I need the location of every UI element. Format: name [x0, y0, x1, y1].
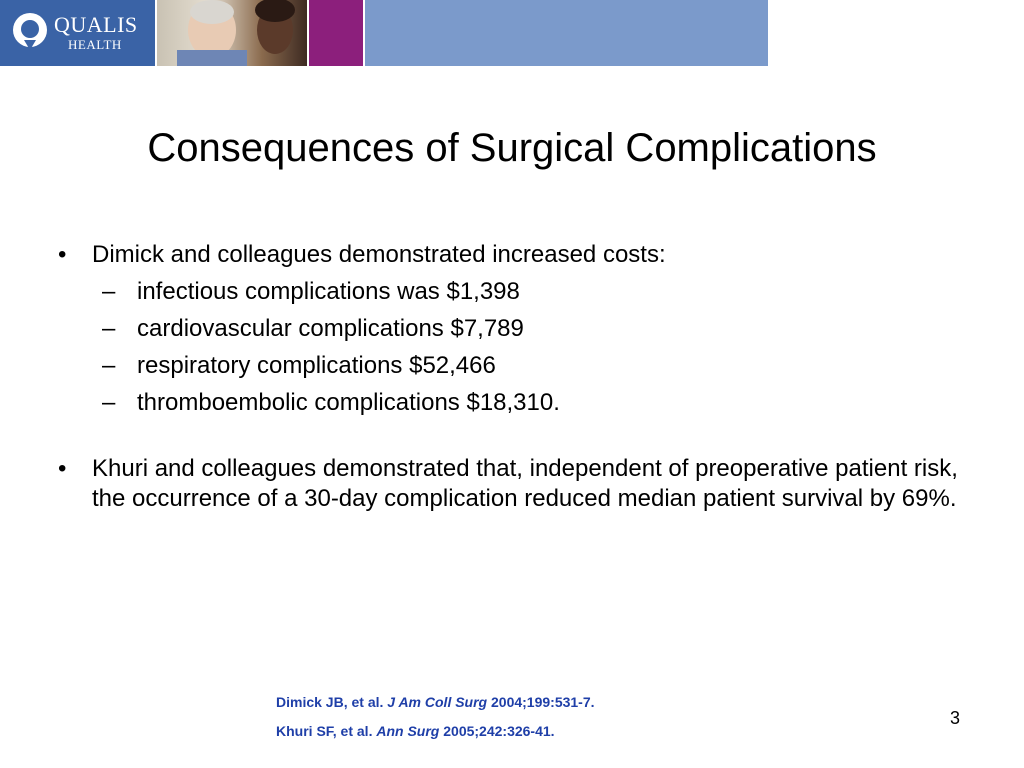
purple-accent-block — [309, 0, 363, 66]
logo-wordmark — [54, 14, 138, 51]
bullet-item — [58, 240, 958, 270]
people-photo-icon — [157, 0, 307, 66]
dash-glyph: – — [102, 315, 116, 342]
reference-citation: 2004;199:531-7. — [491, 694, 595, 710]
page-number: 3 — [950, 708, 961, 728]
bullet-item — [58, 454, 958, 514]
bullet-glyph: • — [58, 241, 67, 268]
blue-accent-block — [365, 0, 768, 66]
sub-bullet-item — [58, 388, 958, 418]
dash-glyph: – — [102, 389, 116, 416]
sub-bullet-text: infectious complications was $1,398 — [137, 278, 520, 305]
sub-bullet-text: respiratory complications $52,466 — [137, 352, 496, 379]
q-logo-icon — [10, 10, 50, 50]
bullet-text: Khuri and colleagues demonstrated that, independent of preoperative patient risk, the occurrence of a 30-day complication reduced median patient survival by 69%. — [92, 455, 958, 512]
header-banner — [0, 0, 768, 66]
reference-citation: 2005;242:326-41. — [443, 723, 555, 739]
references — [276, 688, 595, 746]
bullet-text: Dimick and colleagues demonstrated increased costs: — [92, 241, 666, 268]
dash-glyph: – — [102, 352, 116, 379]
dash-glyph: – — [102, 278, 116, 305]
sub-bullet-text: thromboembolic complications $18,310. — [137, 389, 560, 416]
reference-journal: J Am Coll Surg — [387, 694, 488, 710]
sub-bullet-item — [58, 314, 958, 344]
sub-bullet-item — [58, 351, 958, 381]
bullet-glyph: • — [58, 455, 67, 482]
header-photo — [157, 0, 307, 66]
reference-journal: Ann Surg — [376, 723, 440, 739]
logo-line2: HEALTH — [68, 37, 122, 52]
slide-title: Consequences of Surgical Complications — [147, 126, 877, 170]
logo-line1: QUALIS — [54, 12, 138, 37]
sub-bullet-text: cardiovascular complications $7,789 — [137, 315, 524, 342]
reference-authors: Dimick JB, et al. — [276, 694, 384, 710]
bullet-list — [58, 240, 958, 514]
sub-bullet-item — [58, 277, 958, 307]
reference-item — [276, 688, 595, 717]
reference-item — [276, 717, 595, 746]
qualis-health-logo — [0, 0, 155, 66]
reference-authors: Khuri SF, et al. — [276, 723, 373, 739]
